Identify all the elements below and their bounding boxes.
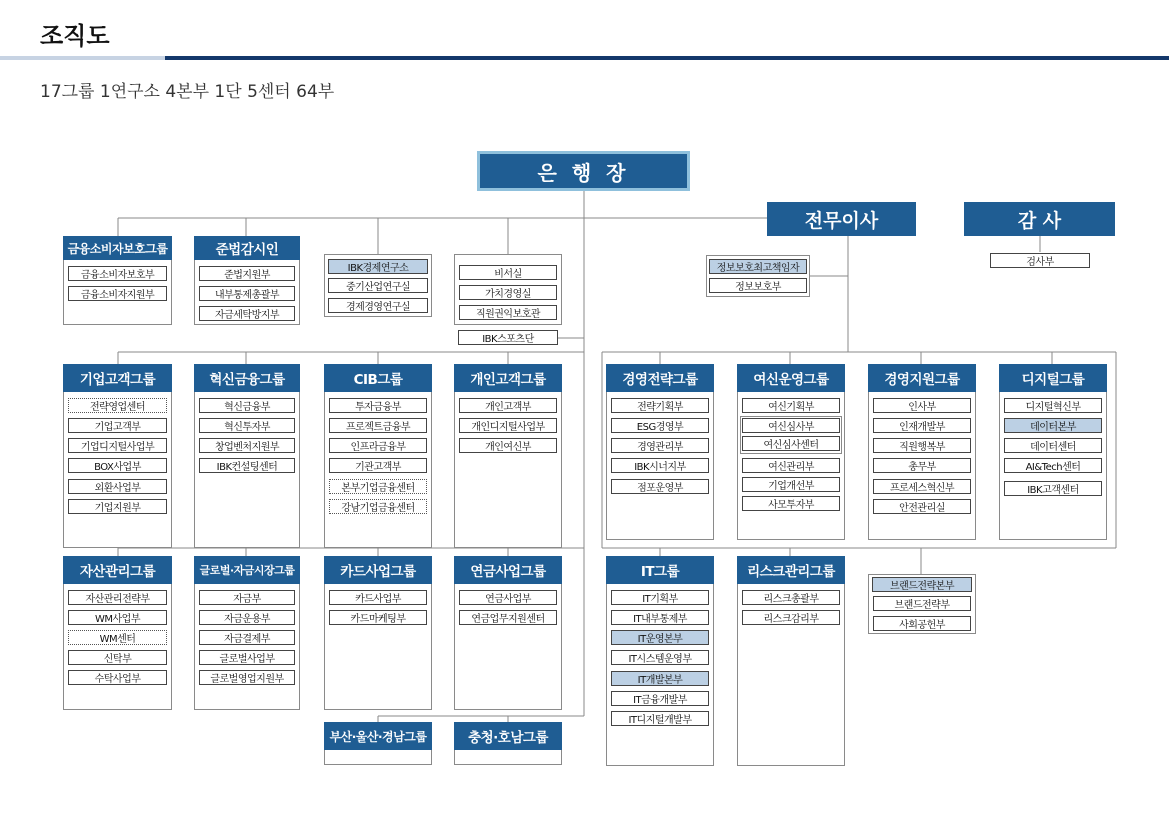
- dept-item[interactable]: 창업벤처지원부: [199, 438, 295, 453]
- dept-item[interactable]: 자금부: [199, 590, 295, 605]
- dept-item[interactable]: 직원행복부: [873, 438, 971, 453]
- group-personal-customer[interactable]: 개인고객그룹: [454, 364, 562, 392]
- dept-item[interactable]: 개인디지털사업부: [459, 418, 557, 433]
- dept-item[interactable]: 인사부: [873, 398, 971, 413]
- dept-item[interactable]: 프로세스혁신부: [873, 479, 971, 494]
- group-it[interactable]: IT그룹: [606, 556, 714, 584]
- group-busan[interactable]: 부산·울산·경남그룹: [324, 722, 432, 750]
- group-global-capital[interactable]: 글로벌·자금시장그룹: [194, 556, 300, 584]
- group-card[interactable]: 카드사업그룹: [324, 556, 432, 584]
- dept-item[interactable]: 비서실: [459, 265, 557, 280]
- dept-item[interactable]: 본부기업금융센터: [329, 479, 427, 494]
- dept-item[interactable]: 리스크감리부: [742, 610, 840, 625]
- dept-item[interactable]: 프로젝트금융부: [329, 418, 427, 433]
- dept-item[interactable]: 연금사업부: [459, 590, 557, 605]
- dept-item[interactable]: 데이터센터: [1004, 438, 1102, 453]
- dept-item[interactable]: BOX사업부: [68, 458, 167, 473]
- dept-item[interactable]: 강남기업금융센터: [329, 499, 427, 514]
- dept-item[interactable]: IT기획부: [611, 590, 709, 605]
- dept-item[interactable]: 데이터본부: [1004, 418, 1102, 433]
- dept-item[interactable]: 글로벌영업지원부: [199, 670, 295, 685]
- dept-item[interactable]: 기업고객부: [68, 418, 167, 433]
- dept-item[interactable]: 내부통제총괄부: [199, 286, 295, 301]
- dept-item[interactable]: IT개발본부: [611, 671, 709, 686]
- group-strategy[interactable]: 경영전략그룹: [606, 364, 714, 392]
- dept-item[interactable]: 글로벌사업부: [199, 650, 295, 665]
- dept-item[interactable]: 연금업무지원센터: [459, 610, 557, 625]
- group-chungcheong[interactable]: 충청·호남그룹: [454, 722, 562, 750]
- dept-item[interactable]: 점포운영부: [611, 479, 709, 494]
- dept-item[interactable]: 자금운용부: [199, 610, 295, 625]
- dept-item[interactable]: 여신관리부: [742, 458, 840, 473]
- research-institute[interactable]: IBK경제연구소: [328, 259, 428, 274]
- dept-item[interactable]: 금융소비자지원부: [68, 286, 167, 301]
- dept-item[interactable]: IBK시너지부: [611, 458, 709, 473]
- dept-item[interactable]: 개인여신부: [459, 438, 557, 453]
- risk-container: [737, 556, 845, 766]
- group-credit[interactable]: 여신운영그룹: [737, 364, 845, 392]
- senior-director-box[interactable]: 전무이사: [767, 202, 916, 236]
- dept-item[interactable]: 혁신투자부: [199, 418, 295, 433]
- dept-item[interactable]: WM센터: [68, 630, 167, 645]
- dept-item[interactable]: 투자금융부: [329, 398, 427, 413]
- dept-item[interactable]: IT내부통제부: [611, 610, 709, 625]
- dept-item[interactable]: 자금세탁방지부: [199, 306, 295, 321]
- group-cib[interactable]: CIB그룹: [324, 364, 432, 392]
- group-risk[interactable]: 리스크관리그룹: [737, 556, 845, 584]
- dept-item[interactable]: IT디지털개발부: [611, 711, 709, 726]
- group-asset-management[interactable]: 자산관리그룹: [63, 556, 172, 584]
- dept-item[interactable]: 신탁부: [68, 650, 167, 665]
- dept-item[interactable]: 여신심사부: [742, 418, 840, 433]
- sports-team[interactable]: IBK스포츠단: [458, 330, 558, 345]
- dept-item[interactable]: 개인고객부: [459, 398, 557, 413]
- org-summary: 17그룹 1연구소 4본부 1단 5센터 64부: [40, 82, 335, 102]
- group-support[interactable]: 경영지원그룹: [868, 364, 976, 392]
- dept-item[interactable]: 브랜드전략부: [873, 596, 971, 611]
- group-pension[interactable]: 연금사업그룹: [454, 556, 562, 584]
- group-digital[interactable]: 디지털그룹: [999, 364, 1107, 392]
- dept-item[interactable]: 기업디지털사업부: [68, 438, 167, 453]
- dept-item[interactable]: 자산관리전략부: [68, 590, 167, 605]
- auditor-box[interactable]: 감 사: [964, 202, 1115, 236]
- dept-item[interactable]: 인프라금융부: [329, 438, 427, 453]
- dept-item[interactable]: 안전관리실: [873, 499, 971, 514]
- dept-item[interactable]: 전략영업센터: [68, 398, 167, 413]
- dept-item[interactable]: 카드사업부: [329, 590, 427, 605]
- dept-item[interactable]: WM사업부: [68, 610, 167, 625]
- dept-item[interactable]: 중기산업연구실: [328, 278, 428, 293]
- brand-strategy-hq[interactable]: 브랜드전략본부: [872, 577, 972, 592]
- dept-item[interactable]: 경제경영연구실: [328, 298, 428, 313]
- dept-item[interactable]: 카드마케팅부: [329, 610, 427, 625]
- dept-item[interactable]: 혁신금융부: [199, 398, 295, 413]
- group-compliance[interactable]: 준법감시인: [194, 236, 300, 260]
- president-box[interactable]: 은 행 장: [477, 151, 690, 191]
- dept-item[interactable]: 자금결제부: [199, 630, 295, 645]
- page-title: 조직도: [40, 22, 110, 50]
- dept-item[interactable]: 여신기획부: [742, 398, 840, 413]
- dept-item[interactable]: 가치경영실: [459, 285, 557, 300]
- audit-dept[interactable]: 검사부: [990, 253, 1090, 268]
- dept-item[interactable]: ESG경영부: [611, 418, 709, 433]
- dept-item[interactable]: 기업지원부: [68, 499, 167, 514]
- dept-item[interactable]: 사모투자부: [742, 496, 840, 511]
- dept-item[interactable]: 총무부: [873, 458, 971, 473]
- group-corporate-customer[interactable]: 기업고객그룹: [63, 364, 172, 392]
- dept-item[interactable]: 리스크총괄부: [742, 590, 840, 605]
- dept-item[interactable]: 준법지원부: [199, 266, 295, 281]
- dept-item[interactable]: IT시스템운영부: [611, 650, 709, 665]
- dept-item[interactable]: 기관고객부: [329, 458, 427, 473]
- dept-item[interactable]: IT금융개발부: [611, 691, 709, 706]
- dept-item[interactable]: 인재개발부: [873, 418, 971, 433]
- dept-item[interactable]: 디지털혁신부: [1004, 398, 1102, 413]
- dept-item[interactable]: 외환사업부: [68, 479, 167, 494]
- dept-item[interactable]: 사회공헌부: [873, 616, 971, 631]
- group-innovation-finance[interactable]: 혁신금융그룹: [194, 364, 300, 392]
- dept-item[interactable]: IBK컨설팅센터: [199, 458, 295, 473]
- dept-item[interactable]: 기업개선부: [742, 477, 840, 492]
- dept-item[interactable]: 직원권익보호관: [459, 305, 557, 320]
- dept-item[interactable]: 전략기획부: [611, 398, 709, 413]
- privacy-officer[interactable]: 정보보호최고책임자: [709, 259, 807, 274]
- group-consumer-protection[interactable]: 금융소비자보호그룹: [63, 236, 172, 260]
- dept-item[interactable]: AI&Tech센터: [1004, 458, 1102, 473]
- dept-item[interactable]: 금융소비자보호부: [68, 266, 167, 281]
- dept-item[interactable]: IBK고객센터: [1004, 481, 1102, 496]
- dept-item[interactable]: IT운영본부: [611, 630, 709, 645]
- dept-item[interactable]: 경영관리부: [611, 438, 709, 453]
- privacy-dept[interactable]: 정보보호부: [709, 278, 807, 293]
- dept-item[interactable]: 여신심사센터: [742, 436, 840, 451]
- dept-item[interactable]: 수탁사업부: [68, 670, 167, 685]
